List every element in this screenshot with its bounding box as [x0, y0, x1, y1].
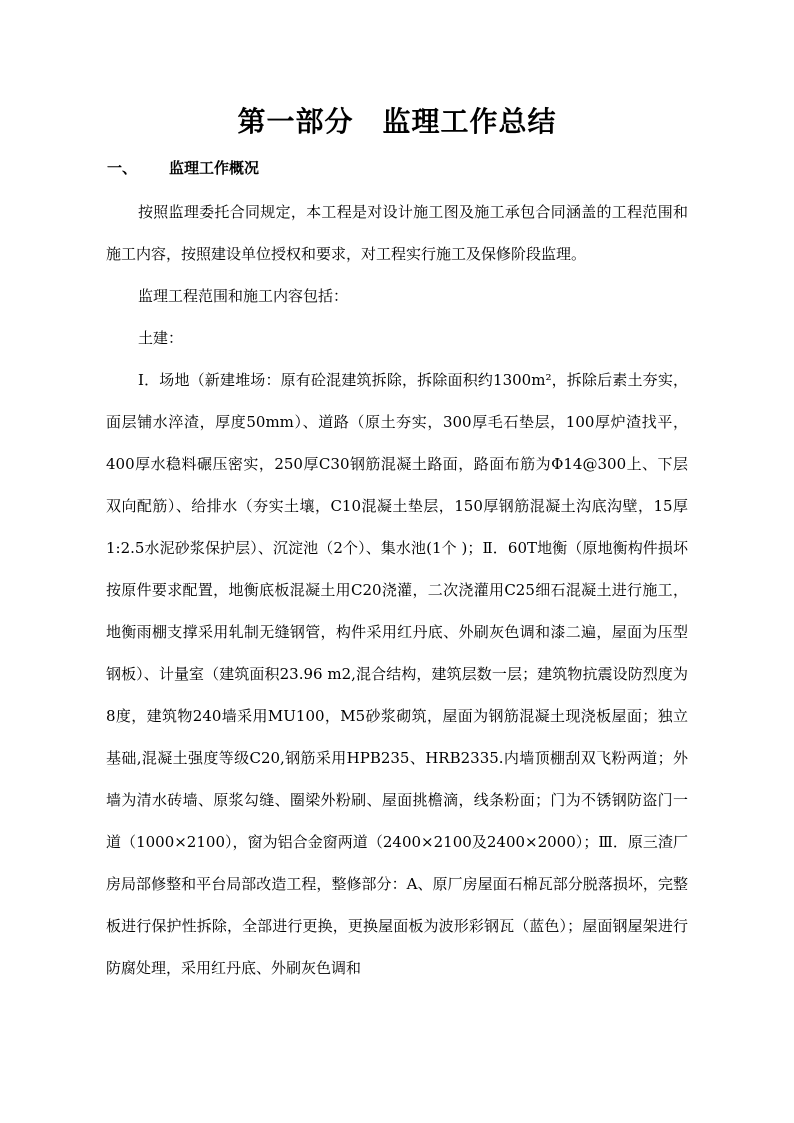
paragraph-civil-details: Ⅰ．场地（新建堆场：原有砼混建筑拆除，拆除面积约1300m²，拆除后素土夯实，面层铺水淬渣，厚度50mm）、道路（原土夯实，300厚毛石垫层，100厚炉渣找平，400厚水稳料碾压密实，250厚C30钢筋混凝土路面，路面布筋为Φ14@300上、下层双向配筋）、给排水（夯实土壤，C10混凝土垫层，150厚钢筋混凝土沟底沟壁，15厚1:2.5水泥砂浆保护层）、沉淀池（2个）、集水池(1个 )；Ⅱ．60T地衡（原地衡构件损坏按原件要求配置，地衡底板混凝土用C20浇灌，二次浇灌用C25细石混凝土进行施工，地衡雨棚支撑采用轧制无缝钢管，构件采用红丹底、外刷灰色调和漆二遍，屋面为压型钢板）、计量室（建筑面积23.96 m2,混合结构，建筑层数一层；建筑物抗震设防烈度为8度，建筑物240墙采用MU100，M5砂浆砌筑，屋面为钢筋混凝土现浇板屋面；独立基础,混凝土强度等级C20,钢筋采用HPB235、HRB2335.内墙顶棚刮双飞粉两道；外墙为清水砖墙、原浆勾缝、圈梁外粉刷、屋面挑檐滴，线条粉面；门为不锈钢防盗门一道（1000×2100），窗为铝合金窗两道（2400×2100及2400×2000）；Ⅲ．原三渣厂房局部修整和平台局部改造工程，整修部分：A、原厂房屋面石棉瓦部分脱落损坏，完整板进行保护性拆除，全部进行更换，更换屋面板为波形彩钢瓦（蓝色）；屋面钢屋架进行防腐处理，采用红丹底、外刷灰色调和: [106, 371, 688, 977]
paragraph-civil-label: 土建：: [138, 329, 184, 347]
section-number: 一、: [107, 159, 138, 177]
paragraph-intro: 按照监理委托合同规定，本工程是对设计施工图及施工承包合同涵盖的工程范围和施工内容，按照建设单位授权和要求，对工程实行施工及保修阶段监理。: [106, 203, 688, 263]
section-heading-text: 监理工作概况: [169, 159, 260, 177]
section-heading: [107, 157, 259, 178]
paragraph-scope-lead: 监理工程范围和施工内容包括：: [138, 287, 349, 305]
page-title: 第一部分 监理工作总结: [237, 105, 557, 138]
